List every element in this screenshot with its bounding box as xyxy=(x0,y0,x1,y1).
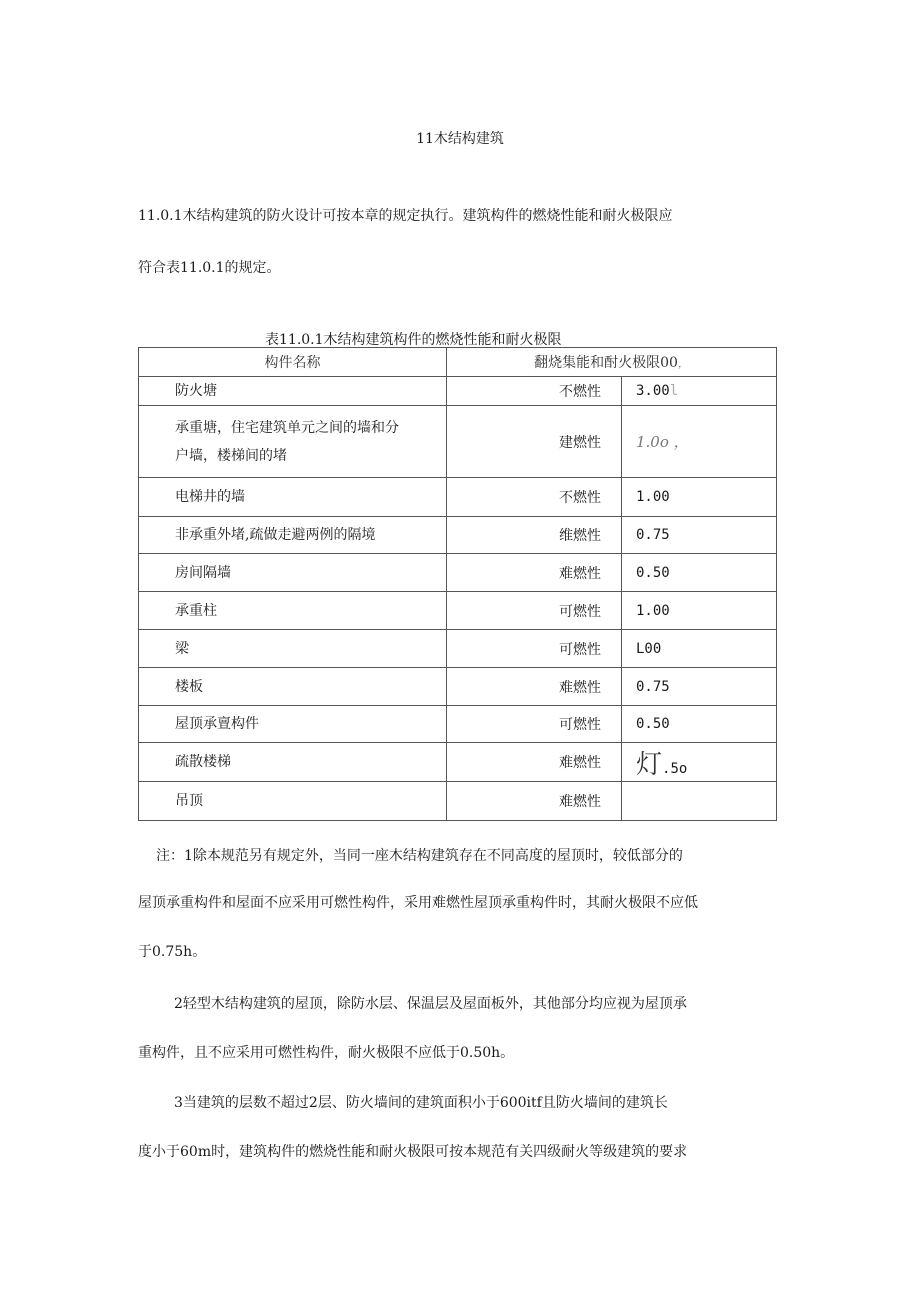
note-line: 3当建筑的层数不超过2层、防火墙间的建筑面积小于600itf且防火墙间的建筑长 xyxy=(174,1095,668,1111)
row-limit: 0.75 xyxy=(622,517,777,554)
table-row xyxy=(139,743,777,782)
row-name: 梁 xyxy=(139,630,447,668)
row-name: 承重柱 xyxy=(139,592,447,630)
table-row xyxy=(139,517,777,554)
row-combustibility: 不燃性 xyxy=(447,377,622,406)
paragraph-line: 符合表11.0.1的规定。 xyxy=(138,260,281,276)
row-combustibility: 可燃性 xyxy=(447,630,622,668)
note-line: 重构件，且不应采用可燃性构件，耐火极限不应低于0.50h。 xyxy=(138,1045,515,1061)
note-line: 度小于60m时，建筑构件的燃烧性能和耐火极限可按本规范有关四级耐火等级建筑的要求 xyxy=(138,1144,688,1160)
table-header-row xyxy=(139,348,777,377)
header-component-name: 构件名称 xyxy=(139,348,447,377)
row-name: 楼板 xyxy=(139,668,447,706)
row-name: 屋顶承亶构件 xyxy=(139,706,447,743)
header-performance: 翻烧集能和酎火极限00， xyxy=(447,348,777,377)
fire-resistance-table xyxy=(138,347,777,821)
row-combustibility: 建燃性 xyxy=(447,406,622,478)
table-row xyxy=(139,668,777,706)
row-limit: 0.50 xyxy=(622,554,777,592)
table-row xyxy=(139,592,777,630)
row-combustibility: 难燃性 xyxy=(447,554,622,592)
row-combustibility: 难燃性 xyxy=(447,743,622,782)
note-line: 注：1除本规范另有规定外，当同一座木结构建筑存在不同高度的屋顶时，较低部分的 xyxy=(156,848,683,864)
note-line: 屋顶承重构件和屋面不应采用可燃性构件，采用难燃性屋顶承重构件时，其耐火极限不应低 xyxy=(138,895,698,911)
chapter-title: 11木结构建筑 xyxy=(416,131,504,147)
table-row xyxy=(139,630,777,668)
row-combustibility: 可燃性 xyxy=(447,706,622,743)
note-line: 于0.75h。 xyxy=(138,944,207,960)
row-name: 非承重外堵,疏做走避两例的隔境 xyxy=(139,517,447,554)
row-name: 房间隔墙 xyxy=(139,554,447,592)
row-combustibility: 维燃性 xyxy=(447,517,622,554)
row-limit: 0.50 xyxy=(622,706,777,743)
row-name: 防火塘 xyxy=(139,377,447,406)
table-row xyxy=(139,782,777,821)
row-name: 电梯井的墙 xyxy=(139,478,447,517)
row-limit: 灯.5o xyxy=(622,743,777,782)
row-combustibility: 难燃性 xyxy=(447,668,622,706)
table-row xyxy=(139,406,777,478)
row-name: 承重塘，住宅建筑单元之间的墙和分 户墙，楼梯间的堵 xyxy=(139,406,447,478)
row-combustibility: 可燃性 xyxy=(447,592,622,630)
row-limit: 1.00 xyxy=(622,592,777,630)
row-name: 疏散楼梯 xyxy=(139,743,447,782)
table-row xyxy=(139,554,777,592)
row-limit: 1.0o ， xyxy=(622,406,777,478)
row-limit: L00 xyxy=(622,630,777,668)
row-limit: 1.00 xyxy=(622,478,777,517)
row-name: 吊顶 xyxy=(139,782,447,821)
row-combustibility: 难燃性 xyxy=(447,782,622,821)
row-limit: 3.00l xyxy=(622,377,777,406)
table-caption: 表11.0.1木结构建筑构件的燃烧性能和耐火极限 xyxy=(265,332,562,348)
row-limit xyxy=(622,782,777,821)
table-row xyxy=(139,706,777,743)
row-combustibility: 不燃性 xyxy=(447,478,622,517)
row-limit: 0.75 xyxy=(622,668,777,706)
paragraph-line: 11.0.1木结构建筑的防火设计可按本章的规定执行。建筑构件的燃烧性能和耐火极限应 xyxy=(138,208,673,224)
table-row xyxy=(139,478,777,517)
note-line: 2轻型木结构建筑的屋顶，除防水层、保温层及屋面板外，其他部分均应视为屋顶承 xyxy=(174,996,687,1012)
table-row xyxy=(139,377,777,406)
